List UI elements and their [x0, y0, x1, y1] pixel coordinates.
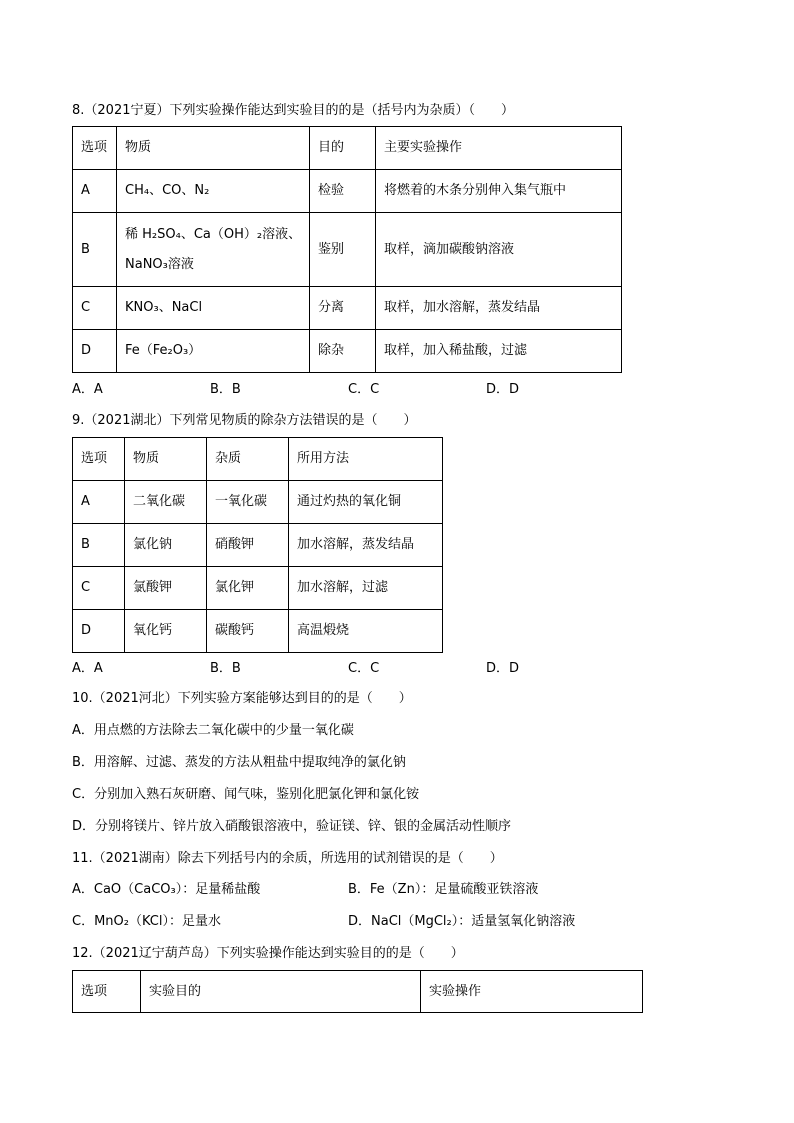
method-cell: 通过灼热的氧化铜: [289, 481, 443, 524]
q8-table: [72, 126, 622, 373]
q9-choice-a: A．A: [72, 661, 103, 676]
header-option: 选项: [73, 127, 117, 170]
row-label: D: [73, 330, 117, 373]
purpose-cell: 检验: [310, 170, 376, 213]
header-impurity: 杂质: [207, 438, 289, 481]
q8-choice-c: C．C: [348, 382, 380, 397]
row-label: C: [73, 567, 125, 610]
substance-cell: 氧化钙: [125, 610, 207, 653]
impurity-cell: 一氧化碳: [207, 481, 289, 524]
q10-option-d: D．分别将镁片、锌片放入硝酸银溶液中，验证镁、锌、银的金属活动性顺序: [72, 819, 512, 834]
impurity-cell: 氯化钾: [207, 567, 289, 610]
q11-option-a: A．CaO（CaCO₃）：足量稀盐酸: [72, 882, 261, 897]
substance-cell: 氯酸钾: [125, 567, 207, 610]
q10-option-c: C．分别加入熟石灰研磨、闻气味，鉴别化肥氯化钾和氯化铵: [72, 787, 420, 802]
purpose-cell: 分离: [310, 287, 376, 330]
q9-table: [72, 437, 443, 653]
method-cell: 加水溶解，过滤: [289, 567, 443, 610]
row-label: D: [73, 610, 125, 653]
header-purpose: 目的: [310, 127, 376, 170]
purpose-cell: 除杂: [310, 330, 376, 373]
substance-cell: 二氧化碳: [125, 481, 207, 524]
row-label: A: [73, 481, 125, 524]
q12-table: [72, 970, 643, 1013]
header-operation: 主要实验操作: [376, 127, 622, 170]
row-label: B: [73, 213, 117, 287]
table-row: [73, 213, 622, 287]
row-label: C: [73, 287, 117, 330]
method-cell: 高温煅烧: [289, 610, 443, 653]
method-cell: 加水溶解，蒸发结晶: [289, 524, 443, 567]
substance-cell: Fe（Fe₂O₃）: [117, 330, 310, 373]
q9-choice-b: B．B: [210, 661, 241, 676]
q11-option-c: C．MnO₂（KCl）：足量水: [72, 914, 221, 929]
q8-choice-b: B．B: [210, 382, 241, 397]
q8-stem: 8.（2021宁夏）下列实验操作能达到实验目的的是（括号内为杂质）（ ）: [72, 103, 514, 118]
impurity-cell: 硝酸钾: [207, 524, 289, 567]
substance-line-1: 稀 H₂SO₄、Ca（OH）₂溶液、: [125, 226, 302, 242]
table-row: [73, 610, 443, 653]
substance-cell: CH₄、CO、N₂: [117, 170, 310, 213]
operation-cell: 取样，加入稀盐酸，过滤: [376, 330, 622, 373]
substance-cell: KNO₃、NaCl: [117, 287, 310, 330]
table-row: [73, 170, 622, 213]
header-operation: 实验操作: [421, 971, 643, 1013]
table-row: [73, 287, 622, 330]
q8-choice-d: D．D: [486, 382, 520, 397]
q10-stem: 10.（2021河北）下列实验方案能够达到目的的是（ ）: [72, 691, 412, 706]
q10-option-b: B．用溶解、过滤、蒸发的方法从粗盐中提取纯净的氯化钠: [72, 755, 406, 770]
q9-stem: 9.（2021湖北）下列常见物质的除杂方法错误的是（ ）: [72, 413, 417, 428]
table-row: [73, 481, 443, 524]
q11-option-b: B．Fe（Zn）：足量硫酸亚铁溶液: [348, 882, 539, 897]
row-label: A: [73, 170, 117, 213]
q11-option-d: D．NaCl（MgCl₂）：适量氢氧化钠溶液: [348, 914, 576, 929]
substance-cell: [117, 213, 310, 287]
q12-stem: 12.（2021辽宁葫芦岛）下列实验操作能达到实验目的的是（ ）: [72, 946, 464, 961]
table-row: [73, 127, 622, 170]
table-row: [73, 971, 643, 1013]
table-row: [73, 438, 443, 481]
impurity-cell: 碳酸钙: [207, 610, 289, 653]
operation-cell: 将燃着的木条分别伸入集气瓶中: [376, 170, 622, 213]
substance-cell: 氯化钠: [125, 524, 207, 567]
header-substance: 物质: [125, 438, 207, 481]
operation-cell: 取样，加水溶解，蒸发结晶: [376, 287, 622, 330]
header-substance: 物质: [117, 127, 310, 170]
header-method: 所用方法: [289, 438, 443, 481]
q11-stem: 11.（2021湖南）除去下列括号内的余质，所选用的试剂错误的是（ ）: [72, 851, 503, 866]
q9-choice-d: D．D: [486, 661, 520, 676]
table-row: [73, 567, 443, 610]
header-option: 选项: [73, 438, 125, 481]
operation-cell: 取样，滴加碳酸钠溶液: [376, 213, 622, 287]
purpose-cell: 鉴别: [310, 213, 376, 287]
table-row: [73, 524, 443, 567]
q8-choice-a: A．A: [72, 382, 103, 397]
q10-option-a: A．用点燃的方法除去二氧化碳中的少量一氧化碳: [72, 723, 354, 738]
substance-line-2: NaNO₃溶液: [125, 256, 194, 272]
header-purpose: 实验目的: [141, 971, 421, 1013]
header-option: 选项: [73, 971, 141, 1013]
q9-choice-c: C．C: [348, 661, 380, 676]
row-label: B: [73, 524, 125, 567]
table-row: [73, 330, 622, 373]
